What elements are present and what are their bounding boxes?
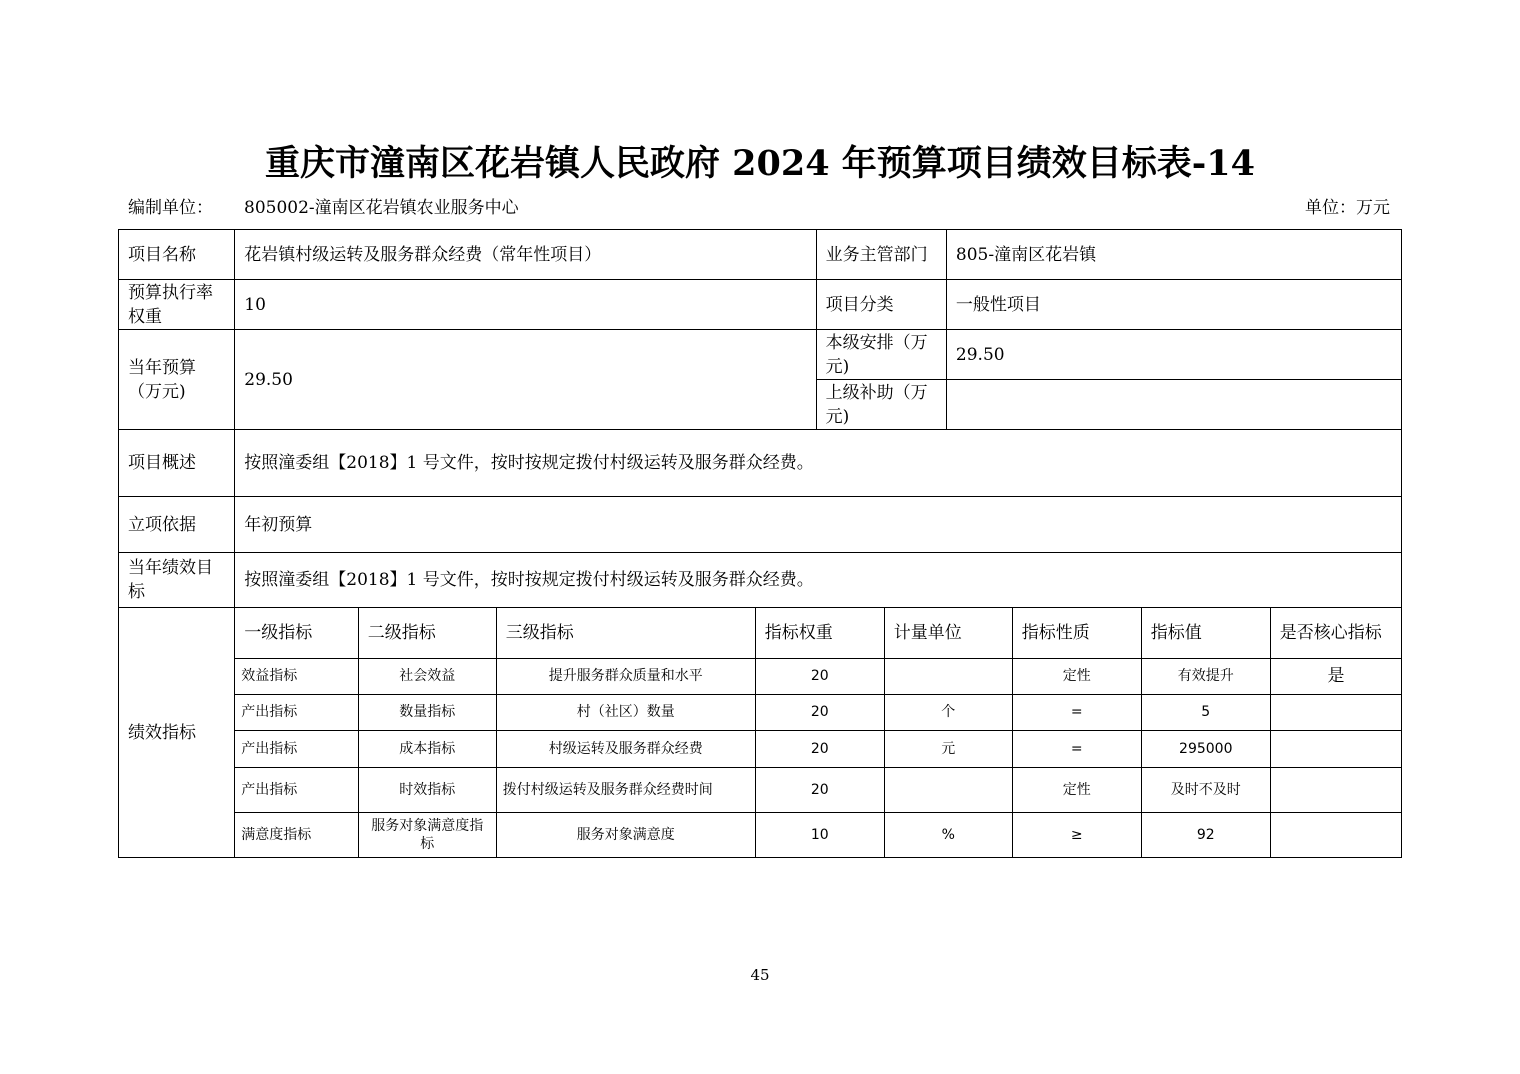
overview-label: 项目概述	[119, 430, 235, 497]
weight-label: 预算执行率权重	[119, 280, 235, 330]
local-label: 本级安排（万元)	[816, 330, 946, 380]
row-unit: %	[884, 812, 1012, 857]
row-unit	[884, 767, 1012, 812]
performance-table	[118, 229, 1402, 858]
row-weight: 20	[755, 658, 884, 694]
basis-value: 年初预算	[235, 497, 1402, 553]
dept-value: 805-潼南区花岩镇	[946, 230, 1401, 280]
budget-value: 29.50	[235, 330, 816, 430]
row-level3: 提升服务群众质量和水平	[496, 658, 755, 694]
row-nature: =	[1012, 694, 1141, 730]
header-level1: 一级指标	[235, 608, 358, 658]
basis-label: 立项依据	[119, 497, 235, 553]
row-level2: 社会效益	[358, 658, 496, 694]
project-name-label: 项目名称	[119, 230, 235, 280]
row-weight: 20	[755, 767, 884, 812]
row-core	[1270, 812, 1401, 857]
header-level2: 二级指标	[358, 608, 496, 658]
row-core	[1270, 730, 1401, 767]
row-core	[1270, 767, 1401, 812]
goal-label: 当年绩效目标	[119, 553, 235, 608]
table-row	[235, 812, 1401, 857]
row-level2: 服务对象满意度指标	[358, 812, 496, 857]
category-value: 一般性项目	[946, 280, 1401, 330]
row-level3: 村（社区）数量	[496, 694, 755, 730]
row-value: 5	[1141, 694, 1270, 730]
row-level3: 拨付村级运转及服务群众经费时间	[496, 767, 755, 812]
row-level1: 产出指标	[235, 767, 358, 812]
row-unit: 个	[884, 694, 1012, 730]
header-weight: 指标权重	[755, 608, 884, 658]
header-level3: 三级指标	[496, 608, 755, 658]
row-nature: ≥	[1012, 812, 1141, 857]
table-row	[235, 730, 1401, 767]
header-value: 指标值	[1141, 608, 1270, 658]
compiler-label: 编制单位：	[128, 198, 213, 218]
budget-label: 当年预算（万元)	[119, 330, 235, 430]
indicators-label: 绩效指标	[119, 608, 235, 858]
category-label: 项目分类	[816, 280, 946, 330]
row-nature: 定性	[1012, 767, 1141, 812]
row-level3: 村级运转及服务群众经费	[496, 730, 755, 767]
row-weight: 10	[755, 812, 884, 857]
row-unit: 元	[884, 730, 1012, 767]
overview-value: 按照潼委组【2018】1 号文件，按时按规定拨付村级运转及服务群众经费。	[235, 430, 1402, 497]
row-value: 295000	[1141, 730, 1270, 767]
row-level1: 产出指标	[235, 730, 358, 767]
row-level3: 服务对象满意度	[496, 812, 755, 857]
row-core	[1270, 694, 1401, 730]
page-number: 45	[750, 966, 770, 984]
row-level2: 成本指标	[358, 730, 496, 767]
indicator-table	[235, 608, 1401, 857]
row-unit	[884, 658, 1012, 694]
row-value: 及时不及时	[1141, 767, 1270, 812]
local-value: 29.50	[946, 330, 1401, 380]
row-level1: 效益指标	[235, 658, 358, 694]
goal-value: 按照潼委组【2018】1 号文件，按时按规定拨付村级运转及服务群众经费。	[235, 553, 1402, 608]
header-nature: 指标性质	[1012, 608, 1141, 658]
row-core: 是	[1270, 658, 1401, 694]
row-level2: 数量指标	[358, 694, 496, 730]
row-value: 有效提升	[1141, 658, 1270, 694]
weight-value: 10	[235, 280, 816, 330]
table-row	[235, 658, 1401, 694]
row-level2: 时效指标	[358, 767, 496, 812]
upper-value	[946, 380, 1401, 430]
row-weight: 20	[755, 694, 884, 730]
unit-label: 单位：万元	[1305, 198, 1390, 218]
header-unit: 计量单位	[884, 608, 1012, 658]
compiler-value: 805002-潼南区花岩镇农业服务中心	[244, 198, 519, 218]
row-nature: 定性	[1012, 658, 1141, 694]
row-weight: 20	[755, 730, 884, 767]
document-title: 重庆市潼南区花岩镇人民政府 2024 年预算项目绩效目标表-14	[264, 143, 1256, 184]
upper-label: 上级补助（万元)	[816, 380, 946, 430]
row-nature: =	[1012, 730, 1141, 767]
table-row	[235, 694, 1401, 730]
table-row	[235, 767, 1401, 812]
header-core: 是否核心指标	[1270, 608, 1401, 658]
row-level1: 满意度指标	[235, 812, 358, 857]
row-value: 92	[1141, 812, 1270, 857]
dept-label: 业务主管部门	[816, 230, 946, 280]
row-level1: 产出指标	[235, 694, 358, 730]
project-name-value: 花岩镇村级运转及服务群众经费（常年性项目）	[235, 230, 816, 280]
